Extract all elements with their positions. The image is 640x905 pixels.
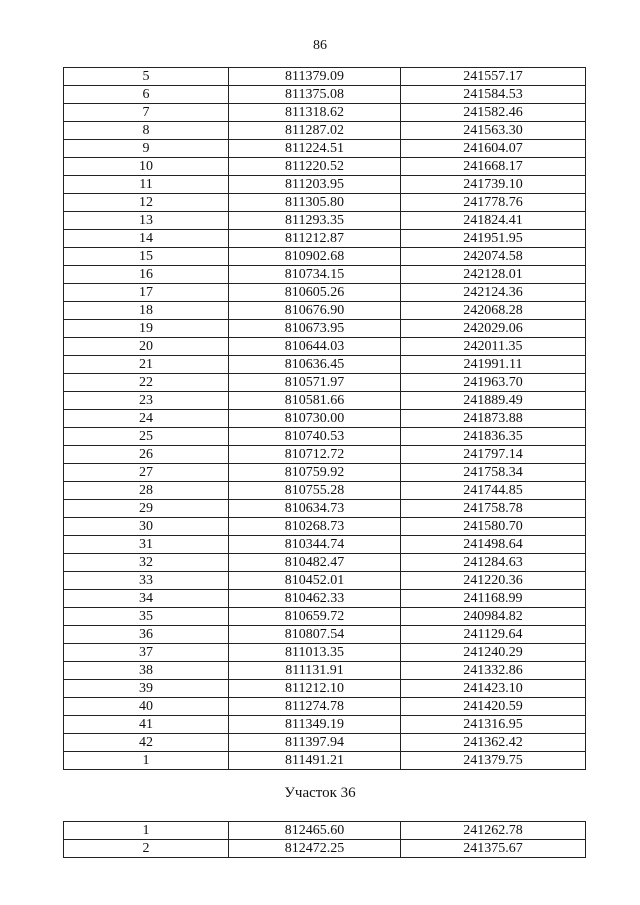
- point-number-cell: 40: [64, 698, 229, 716]
- x-coordinate-cell: 810712.72: [229, 446, 401, 464]
- x-coordinate-cell: 811379.09: [229, 68, 401, 86]
- y-coordinate-cell: 241778.76: [401, 194, 586, 212]
- point-number-cell: 21: [64, 356, 229, 374]
- page-number: 86: [313, 38, 327, 53]
- point-number-cell: 41: [64, 716, 229, 734]
- point-number-cell: 27: [64, 464, 229, 482]
- y-coordinate-cell: 241316.95: [401, 716, 586, 734]
- y-coordinate-cell: 241375.67: [401, 840, 586, 858]
- y-coordinate-cell: 241668.17: [401, 158, 586, 176]
- table-row: [64, 698, 586, 716]
- y-coordinate-cell: 241332.86: [401, 662, 586, 680]
- point-number-cell: 26: [64, 446, 229, 464]
- table-row: [64, 122, 586, 140]
- y-coordinate-cell: 241362.42: [401, 734, 586, 752]
- x-coordinate-cell: 810581.66: [229, 392, 401, 410]
- y-coordinate-cell: 241129.64: [401, 626, 586, 644]
- x-coordinate-cell: 812472.25: [229, 840, 401, 858]
- table-row: [64, 86, 586, 104]
- table-row: [64, 140, 586, 158]
- coordinates-table: [63, 67, 586, 770]
- table-row: [64, 230, 586, 248]
- y-coordinate-cell: 241739.10: [401, 176, 586, 194]
- x-coordinate-cell: 811318.62: [229, 104, 401, 122]
- point-number-cell: 37: [64, 644, 229, 662]
- table-row: [64, 176, 586, 194]
- table-row: [64, 734, 586, 752]
- x-coordinate-cell: 811212.10: [229, 680, 401, 698]
- x-coordinate-cell: 810730.00: [229, 410, 401, 428]
- y-coordinate-cell: 242011.35: [401, 338, 586, 356]
- x-coordinate-cell: 810734.15: [229, 266, 401, 284]
- table-row: [64, 158, 586, 176]
- table-row: [64, 410, 586, 428]
- y-coordinate-cell: 241563.30: [401, 122, 586, 140]
- point-number-cell: 1: [64, 822, 229, 840]
- y-coordinate-cell: 241758.78: [401, 500, 586, 518]
- y-coordinate-cell: 241240.29: [401, 644, 586, 662]
- x-coordinate-cell: 810659.72: [229, 608, 401, 626]
- point-number-cell: 32: [64, 554, 229, 572]
- table-row: [64, 284, 586, 302]
- y-coordinate-cell: 242029.06: [401, 320, 586, 338]
- point-number-cell: 17: [64, 284, 229, 302]
- x-coordinate-cell: 810644.03: [229, 338, 401, 356]
- table-row: [64, 194, 586, 212]
- x-coordinate-cell: 811491.21: [229, 752, 401, 770]
- y-coordinate-cell: 242128.01: [401, 266, 586, 284]
- table-row: [64, 320, 586, 338]
- y-coordinate-cell: 242074.58: [401, 248, 586, 266]
- x-coordinate-cell: 810344.74: [229, 536, 401, 554]
- table-row: [64, 590, 586, 608]
- point-number-cell: 13: [64, 212, 229, 230]
- point-number-cell: 19: [64, 320, 229, 338]
- x-coordinate-cell: 810755.28: [229, 482, 401, 500]
- point-number-cell: 28: [64, 482, 229, 500]
- x-coordinate-cell: 812465.60: [229, 822, 401, 840]
- table-row: [64, 374, 586, 392]
- table-row: [64, 680, 586, 698]
- point-number-cell: 38: [64, 662, 229, 680]
- y-coordinate-cell: 241951.95: [401, 230, 586, 248]
- x-coordinate-cell: 811013.35: [229, 644, 401, 662]
- y-coordinate-cell: 241797.14: [401, 446, 586, 464]
- table-row: [64, 644, 586, 662]
- point-number-cell: 8: [64, 122, 229, 140]
- y-coordinate-cell: 240984.82: [401, 608, 586, 626]
- y-coordinate-cell: 241873.88: [401, 410, 586, 428]
- x-coordinate-cell: 810902.68: [229, 248, 401, 266]
- x-coordinate-cell: 810462.33: [229, 590, 401, 608]
- y-coordinate-cell: 241582.46: [401, 104, 586, 122]
- x-coordinate-cell: 810676.90: [229, 302, 401, 320]
- point-number-cell: 7: [64, 104, 229, 122]
- y-coordinate-cell: 241498.64: [401, 536, 586, 554]
- table-row: [64, 446, 586, 464]
- point-number-cell: 30: [64, 518, 229, 536]
- x-coordinate-cell: 811397.94: [229, 734, 401, 752]
- point-number-cell: 34: [64, 590, 229, 608]
- y-coordinate-cell: 241420.59: [401, 698, 586, 716]
- table-row: [64, 500, 586, 518]
- x-coordinate-cell: 810634.73: [229, 500, 401, 518]
- table-row: [64, 608, 586, 626]
- y-coordinate-cell: 241423.10: [401, 680, 586, 698]
- table-row: [64, 554, 586, 572]
- point-number-cell: 35: [64, 608, 229, 626]
- section-36-coordinates-table: [63, 821, 586, 858]
- table-row: [64, 482, 586, 500]
- x-coordinate-cell: 811375.08: [229, 86, 401, 104]
- x-coordinate-cell: 811203.95: [229, 176, 401, 194]
- table-row: [64, 392, 586, 410]
- table-row: [64, 266, 586, 284]
- table-row: [64, 518, 586, 536]
- point-number-cell: 5: [64, 68, 229, 86]
- x-coordinate-cell: 810268.73: [229, 518, 401, 536]
- table-row: [64, 68, 586, 86]
- y-coordinate-cell: 241220.36: [401, 572, 586, 590]
- table-row: [64, 822, 586, 840]
- y-coordinate-cell: 241557.17: [401, 68, 586, 86]
- section-title: Участок 36: [284, 785, 356, 801]
- y-coordinate-cell: 241262.78: [401, 822, 586, 840]
- x-coordinate-cell: 810636.45: [229, 356, 401, 374]
- table-row: [64, 212, 586, 230]
- point-number-cell: 16: [64, 266, 229, 284]
- table-row: [64, 356, 586, 374]
- table-row: [64, 248, 586, 266]
- point-number-cell: 36: [64, 626, 229, 644]
- table-row: [64, 302, 586, 320]
- table-row: [64, 840, 586, 858]
- point-number-cell: 42: [64, 734, 229, 752]
- point-number-cell: 20: [64, 338, 229, 356]
- table-row: [64, 464, 586, 482]
- x-coordinate-cell: 810807.54: [229, 626, 401, 644]
- point-number-cell: 31: [64, 536, 229, 554]
- table-row: [64, 716, 586, 734]
- coordinates-table-body: [64, 68, 586, 770]
- point-number-cell: 11: [64, 176, 229, 194]
- point-number-cell: 1: [64, 752, 229, 770]
- table-row: [64, 662, 586, 680]
- x-coordinate-cell: 811349.19: [229, 716, 401, 734]
- x-coordinate-cell: 811220.52: [229, 158, 401, 176]
- point-number-cell: 24: [64, 410, 229, 428]
- table-row: [64, 572, 586, 590]
- x-coordinate-cell: 810482.47: [229, 554, 401, 572]
- y-coordinate-cell: 241284.63: [401, 554, 586, 572]
- y-coordinate-cell: 241580.70: [401, 518, 586, 536]
- table-row: [64, 428, 586, 446]
- point-number-cell: 2: [64, 840, 229, 858]
- x-coordinate-cell: 810571.97: [229, 374, 401, 392]
- x-coordinate-cell: 810452.01: [229, 572, 401, 590]
- y-coordinate-cell: 241824.41: [401, 212, 586, 230]
- point-number-cell: 14: [64, 230, 229, 248]
- point-number-cell: 25: [64, 428, 229, 446]
- point-number-cell: 9: [64, 140, 229, 158]
- point-number-cell: 22: [64, 374, 229, 392]
- x-coordinate-cell: 811224.51: [229, 140, 401, 158]
- point-number-cell: 33: [64, 572, 229, 590]
- y-coordinate-cell: 241584.53: [401, 86, 586, 104]
- x-coordinate-cell: 811287.02: [229, 122, 401, 140]
- y-coordinate-cell: 241604.07: [401, 140, 586, 158]
- x-coordinate-cell: 811293.35: [229, 212, 401, 230]
- y-coordinate-cell: 241963.70: [401, 374, 586, 392]
- point-number-cell: 23: [64, 392, 229, 410]
- point-number-cell: 39: [64, 680, 229, 698]
- y-coordinate-cell: 241889.49: [401, 392, 586, 410]
- x-coordinate-cell: 811212.87: [229, 230, 401, 248]
- x-coordinate-cell: 810673.95: [229, 320, 401, 338]
- section-36-table-body: [64, 822, 586, 858]
- point-number-cell: 15: [64, 248, 229, 266]
- point-number-cell: 10: [64, 158, 229, 176]
- x-coordinate-cell: 810740.53: [229, 428, 401, 446]
- point-number-cell: 12: [64, 194, 229, 212]
- y-coordinate-cell: 241379.75: [401, 752, 586, 770]
- y-coordinate-cell: 241836.35: [401, 428, 586, 446]
- table-row: [64, 338, 586, 356]
- x-coordinate-cell: 810605.26: [229, 284, 401, 302]
- x-coordinate-cell: 811305.80: [229, 194, 401, 212]
- table-row: [64, 104, 586, 122]
- x-coordinate-cell: 811131.91: [229, 662, 401, 680]
- x-coordinate-cell: 811274.78: [229, 698, 401, 716]
- point-number-cell: 18: [64, 302, 229, 320]
- y-coordinate-cell: 241991.11: [401, 356, 586, 374]
- y-coordinate-cell: 241758.34: [401, 464, 586, 482]
- table-row: [64, 626, 586, 644]
- point-number-cell: 29: [64, 500, 229, 518]
- point-number-cell: 6: [64, 86, 229, 104]
- y-coordinate-cell: 242124.36: [401, 284, 586, 302]
- y-coordinate-cell: 241744.85: [401, 482, 586, 500]
- y-coordinate-cell: 242068.28: [401, 302, 586, 320]
- y-coordinate-cell: 241168.99: [401, 590, 586, 608]
- x-coordinate-cell: 810759.92: [229, 464, 401, 482]
- table-row: [64, 536, 586, 554]
- table-row: [64, 752, 586, 770]
